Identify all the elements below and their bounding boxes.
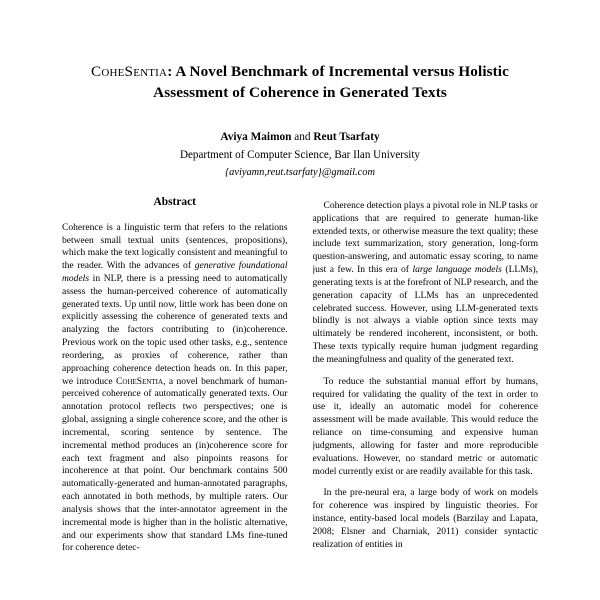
page-title [62,62,538,104]
paper-title-line2: Assessment of Coherence in Generated Texts [153,83,447,101]
abstract-text-part2: in NLP, there is a pressing need to automatically assess the human-perceived coherence of automatically generated texts. Up until now, little work has been done on explicitly assessing the coherence of generated texts and analyzing the factors contributing to (in)coherence. Previous work on the topic used other tasks, e.g., sentence reordering, as proxies of coherence, rather than approaching coherence detection heads on. In this paper, we introduce [62,273,288,387]
author-name-second: Reut Tsarfaty [313,130,380,143]
column-right [313,196,539,600]
abstract-italic-phrase: generative foundational models [62,260,288,284]
abstract-text-part1: Coherence is a linguistic term that refers to the relations between small textual units (sentences, propositions), which make the text logically consistent and meaningful to the reader. With the advances of [62,221,288,272]
body-columns [62,196,538,600]
body-paragraph-2: To reduce the substantial manual effort by humans, required for validating the quality of the text in order to use it, ideally an automatic model for coherence assessment will be made available. This would reduce the reliance on time-consuming and expensive human judgments, allowing for faster and more reproducible evaluations. However, no standard metric or automatic model currently exist or are readily available for this task. [312,375,538,477]
paper-title-smallcaps-name: CoheSentia [91,63,168,80]
body-paragraph-1 [313,200,539,367]
author-conjunction: and [294,130,311,143]
body-paragraph-3: In the pre-neural era, a large body of work on models for coherence was inspired by linguistic theories. For instance, entity-based local models (Barzilay and Lapata, 2008; Elsner and Charniak, 2011) consider syntactic realization of entities in [312,487,538,550]
abstract-heading: Abstract [153,196,196,208]
body-p1-part2: (LLMs), generating texts is at the forefront of NLP research, and the generation capacity of LLMs has an unprecedented celebrated success. However, using LLM-generated texts blindly is not always a viable option since texts may ultimately be rendered incoherent, inconsistent, or both. These texts typically require human judgment regarding the meaningfulness and quality of the generated text. [312,264,538,365]
body-p1-part1: Coherence detection plays a pivotal role in NLP tasks or applications that are required to generate human-like extended texts, or otherwise measure the text quality; these include text summarization, story generation, long-form question-answering, and automatic essay scoring, to name just a few. In this era of [312,200,538,276]
author-affiliation: Department of Computer Science, Bar Ilan University [180,149,420,162]
abstract-paragraph [62,222,288,556]
abstract-text-part3: , a novel benchmark of human-perceived coherence of automatically generated texts. Our annotation protocol reflects two perspectives; one is global, assigning a single coherence score, and the other is incremental, scoring sentence by sentence. The incremental method produces an (in)coherence score for each text fragment and also pinpoints reasons for incoherence at that point. Our benchmark contains 500 automatically-generated and human-annotated paragraphs, each annotated in both methods, by multiple raters. Our analysis shows that the inter-annotator agreement in the incremental mode is higher than in the holistic alternative, and our experiments show that standard LMs fine-tuned for coherence detec- [62,375,288,554]
paper-title-line1-rest: : A Novel Benchmark of Incremental versus Holistic [167,63,509,80]
title-block [0,0,600,104]
author-emails: {aviyamn,reut.tsarfaty}@gmail.com [225,167,375,179]
author-block [0,129,600,181]
author-name-first: Aviya Maimon [220,130,292,143]
column-left [62,196,288,600]
author-names [0,129,600,145]
abstract-smallcaps-name: CoheSentia [116,375,164,387]
body-p1-italic-phrase: large language models [412,264,502,276]
